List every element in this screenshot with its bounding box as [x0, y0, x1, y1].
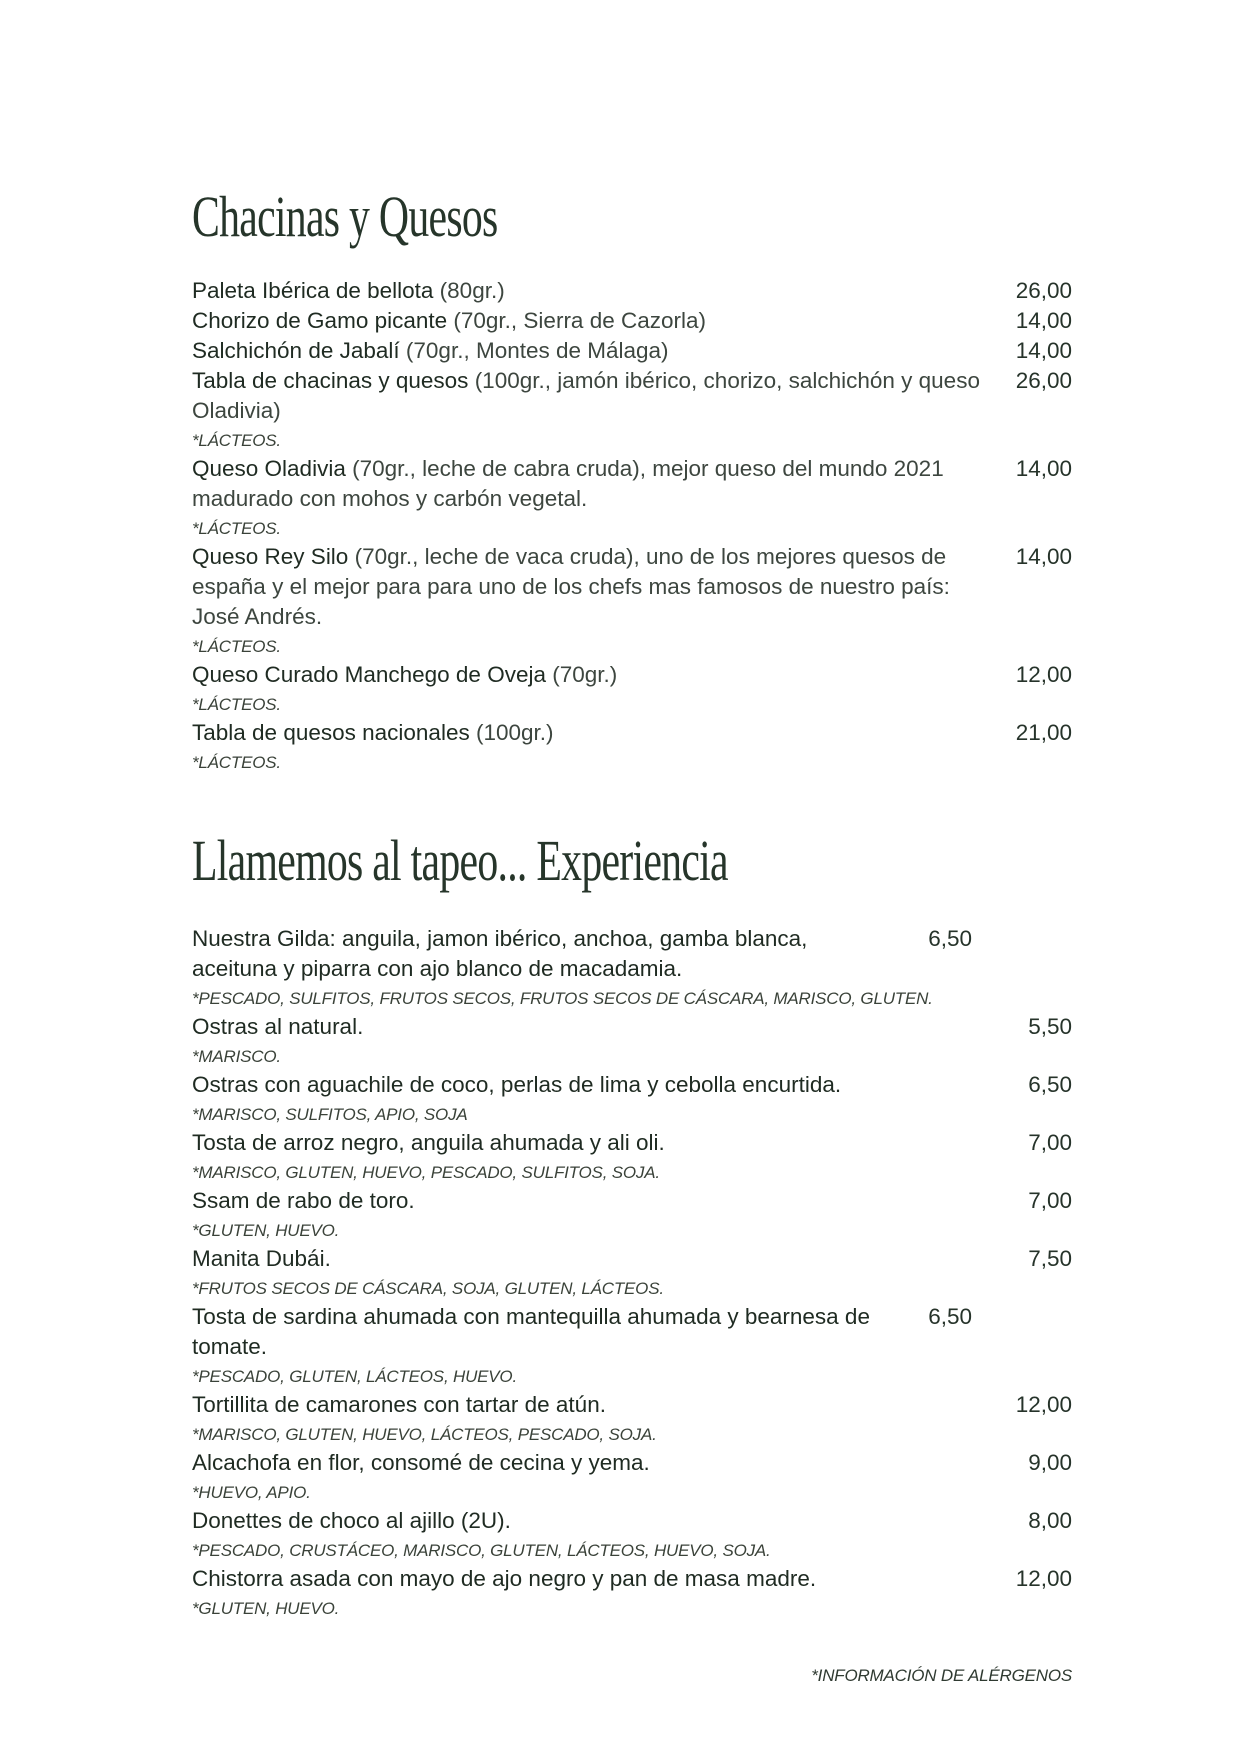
item-allergens: *MARISCO, GLUTEN, HUEVO, LÁCTEOS, PESCADO, SOJA. [192, 1425, 657, 1444]
menu-item [192, 1128, 1072, 1184]
item-allergens: *PESCADO, CRUSTÁCEO, MARISCO, GLUTEN, LÁCTEOS, HUEVO, SOJA. [192, 1541, 771, 1560]
item-name: Donettes de choco al ajillo (2U). [192, 1508, 511, 1533]
item-allergens: *PESCADO, GLUTEN, LÁCTEOS, HUEVO. [192, 1367, 517, 1386]
menu-item [192, 1564, 1072, 1620]
section-items-tapeo [192, 924, 1072, 1622]
item-name: Tabla de quesos nacionales [192, 720, 470, 745]
item-price: 21,00 [1015, 720, 1072, 745]
menu-item [192, 276, 1072, 306]
item-price: 14,00 [1015, 456, 1072, 481]
item-price: 14,00 [1015, 308, 1072, 333]
item-name: Manita Dubái. [192, 1246, 331, 1271]
item-name: Tabla de chacinas y quesos [192, 368, 469, 393]
menu-item [192, 1070, 1072, 1126]
item-detail: (70gr., leche de cabra cruda), mejor queso del mundo 2021 madurado con mohos y carbón vegetal. [192, 456, 944, 511]
menu-item [192, 1390, 1072, 1446]
section-items-chacinas [192, 276, 1072, 776]
section-title-chacinas: Chacinas y Quesos [192, 184, 498, 249]
item-allergens: *GLUTEN, HUEVO. [192, 1221, 340, 1240]
item-allergens: *HUEVO, APIO. [192, 1483, 311, 1502]
menu-item [192, 1302, 1072, 1388]
item-allergens: *MARISCO, SULFITOS, APIO, SOJA [192, 1105, 468, 1124]
item-price: 14,00 [1015, 544, 1072, 569]
menu-item [192, 306, 1072, 336]
item-name: Tortillita de camarones con tartar de atún. [192, 1392, 606, 1417]
item-detail: (100gr., jamón ibérico, chorizo, salchichón y queso Oladivia) [192, 368, 980, 423]
item-detail: (70gr., Sierra de Cazorla) [447, 308, 707, 333]
item-detail: (80gr.) [433, 278, 505, 303]
item-name: Chorizo de Gamo picante [192, 308, 448, 333]
item-detail: (100gr.) [469, 720, 554, 745]
item-name: Salchichón de Jabalí [192, 338, 400, 363]
menu-item [192, 718, 1072, 774]
item-price: 12,00 [1015, 1566, 1072, 1591]
item-name: Ssam de rabo de toro. [192, 1188, 415, 1213]
item-price: 6,50 [928, 926, 972, 951]
item-allergens: *LÁCTEOS. [192, 431, 281, 450]
menu-item [192, 1244, 1072, 1300]
item-name: Alcachofa en flor, consomé de cecina y yema. [192, 1450, 650, 1475]
item-name: Tosta de sardina ahumada con mantequilla ahumada y bearnesa de tomate. [192, 1304, 870, 1359]
allergen-info-footnote: *INFORMACIÓN DE ALÉRGENOS [811, 1666, 1072, 1685]
item-allergens: *LÁCTEOS. [192, 637, 281, 656]
item-price: 26,00 [1015, 368, 1072, 393]
item-name: Tosta de arroz negro, anguila ahumada y ali oli. [192, 1130, 665, 1155]
item-name: Queso Curado Manchego de Oveja [192, 662, 546, 687]
item-allergens: *MARISCO. [192, 1047, 281, 1066]
item-name: Paleta Ibérica de bellota [192, 278, 434, 303]
menu-item [192, 924, 1072, 1010]
item-detail: (70gr.) [545, 662, 618, 687]
item-detail: (70gr., leche de vaca cruda), uno de los mejores quesos de españa y el mejor para para uno de los chefs mas famosos de nuestro país: José Andrés. [192, 544, 950, 629]
item-allergens: *MARISCO, GLUTEN, HUEVO, PESCADO, SULFITOS, SOJA. [192, 1163, 660, 1182]
menu-item [192, 336, 1072, 366]
menu-item [192, 542, 1072, 658]
menu-item [192, 1012, 1072, 1068]
menu-item [192, 366, 1072, 452]
item-price: 12,00 [1015, 1392, 1072, 1417]
item-price: 5,50 [1028, 1014, 1072, 1039]
item-name: Queso Rey Silo [192, 544, 349, 569]
item-price: 7,50 [1028, 1246, 1072, 1271]
item-allergens: *LÁCTEOS. [192, 695, 281, 714]
item-name: Nuestra Gilda: anguila, jamon ibérico, anchoa, gamba blanca, aceituna y piparra con ajo blanco de macadamia. [192, 926, 808, 981]
item-name: Ostras con aguachile de coco, perlas de lima y cebolla encurtida. [192, 1072, 842, 1097]
item-allergens: *PESCADO, SULFITOS, FRUTOS SECOS, FRUTOS SECOS DE CÁSCARA, MARISCO, GLUTEN. [192, 989, 933, 1008]
menu-item [192, 1448, 1072, 1504]
item-price: 12,00 [1015, 662, 1072, 687]
item-allergens: *LÁCTEOS. [192, 519, 281, 538]
item-price: 9,00 [1028, 1450, 1072, 1475]
item-allergens: *FRUTOS SECOS DE CÁSCARA, SOJA, GLUTEN, LÁCTEOS. [192, 1279, 664, 1298]
menu-item [192, 1506, 1072, 1562]
item-allergens: *GLUTEN, HUEVO. [192, 1599, 340, 1618]
menu-item [192, 454, 1072, 540]
section-title-tapeo: Llamemos al tapeo... Experiencia [192, 828, 728, 893]
item-price: 7,00 [1028, 1130, 1072, 1155]
item-name: Chistorra asada con mayo de ajo negro y pan de masa madre. [192, 1566, 817, 1591]
item-price: 6,50 [1028, 1072, 1072, 1097]
item-allergens: *LÁCTEOS. [192, 753, 281, 772]
menu-item [192, 660, 1072, 716]
item-price: 8,00 [1028, 1508, 1072, 1533]
item-name: Ostras al natural. [192, 1014, 364, 1039]
item-price: 26,00 [1015, 278, 1072, 303]
item-price: 6,50 [928, 1304, 972, 1329]
item-price: 7,00 [1028, 1188, 1072, 1213]
item-name: Queso Oladivia [192, 456, 346, 481]
item-price: 14,00 [1015, 338, 1072, 363]
item-detail: (70gr., Montes de Málaga) [399, 338, 669, 363]
menu-item [192, 1186, 1072, 1242]
